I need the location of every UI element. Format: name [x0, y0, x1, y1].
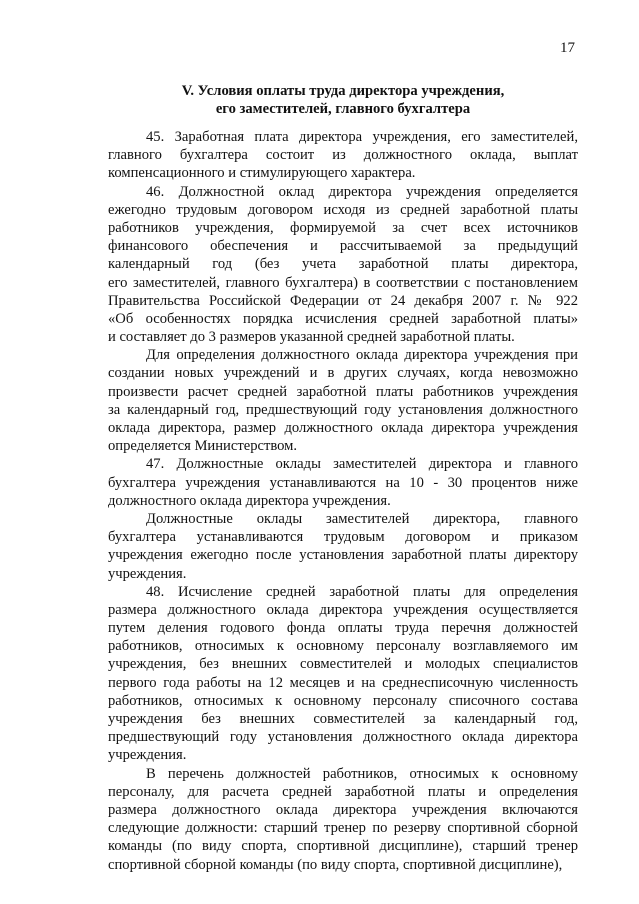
document-body: [108, 128, 578, 874]
paragraph: [108, 183, 578, 347]
paragraph-line: бухгалтера устанавливаются трудовым договором и приказом: [108, 529, 578, 546]
paragraph-line: бухгалтера учреждения устанавливаются на 10 - 30 процентов ниже: [108, 474, 578, 491]
paragraph-line: определяется Министерством.: [108, 438, 298, 455]
paragraph-line: размера должностного оклада директора учреждения включаются: [108, 801, 578, 818]
paragraph-line: персоналу, для расчета средней заработной платы и определения: [108, 783, 578, 800]
paragraph-line: главного бухгалтера состоит из должностного оклада, выплат: [108, 147, 578, 164]
section-heading-line: его заместителей, главного бухгалтера: [215, 101, 471, 117]
paragraph-line: учреждения.: [108, 747, 187, 764]
paragraph-line: оклада директора, размер должностного оклада директора учреждения: [108, 420, 578, 436]
paragraph-line: и составляет до 3 размеров указанной средней заработной платы.: [108, 329, 515, 346]
paragraph-line: ежегодно трудовым договором исходя из средней заработной платы: [108, 201, 578, 218]
paragraph-line: 45. Заработная плата директора учреждения, его заместителей,: [146, 129, 578, 145]
paragraph-line: произвести расчет средней заработной платы работников учреждения: [108, 383, 578, 400]
paragraph-line: команды (по виду спорта, спортивной дисциплине), старший тренер: [108, 838, 578, 855]
paragraph-line: календарный год (без учета заработной платы директора,: [108, 256, 578, 273]
paragraph-line: В перечень должностей работников, относимых к основному: [146, 765, 578, 782]
paragraph: [108, 346, 578, 455]
paragraph-line: размера должностного оклада директора учреждения осуществляется: [108, 601, 578, 618]
paragraph-line: предшествующий году установления должностного оклада директора: [108, 729, 578, 746]
paragraph-line: учреждения без внешних совместителей за календарный год,: [108, 711, 578, 727]
paragraph-line: должностного оклада директора учреждения.: [108, 492, 391, 509]
paragraph-line: первого года работы на 12 месяцев и на среднесписочную численность: [108, 674, 578, 691]
section-heading-line: V. Условия оплаты труда директора учреждения,: [181, 83, 505, 99]
paragraph: [108, 128, 578, 183]
paragraph-line: 48. Исчисление средней заработной платы для определения: [146, 583, 578, 600]
paragraph-line: за календарный год, предшествующий году установления должностного: [108, 401, 578, 418]
paragraph-line: компенсационного и стимулирующего характера.: [108, 165, 416, 182]
paragraph-line: учреждения ежегодно после установления заработной платы директору: [108, 547, 578, 564]
paragraph-line: спортивной сборной команды (по виду спорта, спортивной дисциплине),: [108, 856, 563, 873]
paragraph-line: Правительства Российской Федерации от 24 декабря 2007 г. № 922: [108, 292, 578, 309]
paragraph-line: 47. Должностные оклады заместителей директора и главного: [146, 456, 578, 473]
section-heading: [108, 82, 578, 118]
paragraph-line: работников учреждения, формируемой за счет всех источников: [108, 219, 578, 236]
paragraph-line: Для определения должностного оклада директора учреждения при: [146, 347, 578, 364]
paragraph: [108, 765, 578, 874]
paragraph-line: учреждения.: [108, 565, 187, 582]
paragraph-line: путем деления годового фонда оплаты труда перечня должностей: [108, 620, 578, 637]
page-number: 17: [560, 40, 575, 56]
paragraph-line: финансового обеспечения и рассчитываемой за предыдущий: [108, 238, 578, 255]
paragraph: [108, 583, 578, 765]
paragraph-line: создании новых учреждений и в других случаях, когда невозможно: [108, 365, 578, 382]
paragraph-line: работников, относимых к основному персоналу списочного состава: [108, 692, 578, 709]
paragraph-line: его заместителей, главного бухгалтера) в соответствии с постановлением: [108, 274, 578, 291]
paragraph-line: Должностные оклады заместителей директора, главного: [146, 510, 578, 527]
paragraph: [108, 510, 578, 583]
paragraph: [108, 455, 578, 510]
paragraph-line: следующие должности: старший тренер по резерву спортивной сборной: [108, 820, 578, 837]
paragraph-line: «Об особенностях порядка исчисления средней заработной платы»: [108, 310, 578, 327]
paragraph-line: учреждения, без внешних совместителей и молодых специалистов: [108, 656, 578, 673]
paragraph-line: работников, относимых к основному персоналу возглавляемого им: [108, 638, 578, 655]
paragraph-line: 46. Должностной оклад директора учреждения определяется: [146, 183, 578, 200]
